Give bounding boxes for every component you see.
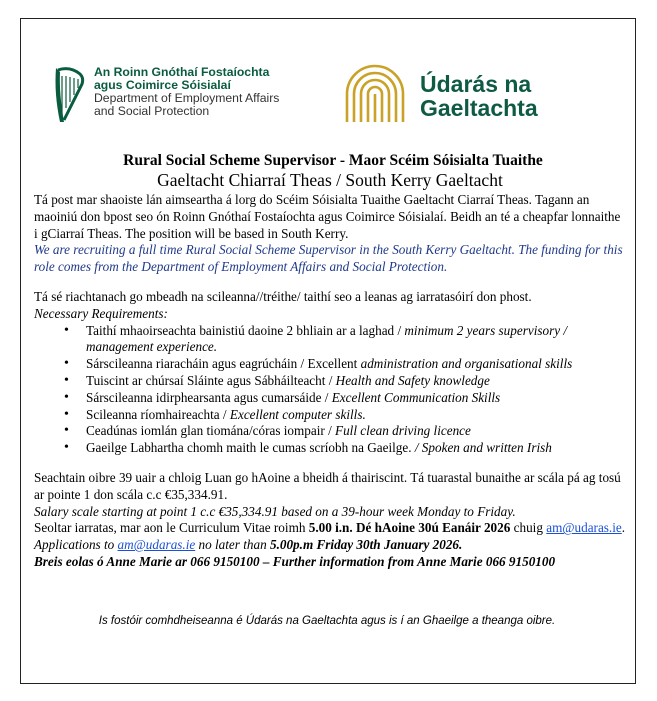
email-link-english[interactable]: am@udaras.ie <box>117 537 196 553</box>
dept-name-en-line2: and Social Protection <box>94 104 210 118</box>
intro-english: We are recruiting a full time Rural Social Scheme Supervisor in the South Kerry Gaeltacht. The funding for this role comes from the Department of Employment Affairs and Social Protection. <box>34 242 623 275</box>
requirements-list <box>34 323 626 457</box>
advert-body <box>34 152 626 571</box>
requirement-item: • Sárscileanna riaracháin agus eagrúcháin / Excellent administration and organisational skills <box>64 356 626 373</box>
udaras-logo-text <box>420 72 538 120</box>
intro-irish: Tá post mar shaoiste lán aimseartha á lorg do Scéim Sóisialta Tuaithe Gaeltacht Ciarraí Theas. Tagann an maoiniú don bpost seo ón Roinn Gnóthaí Fostaíochta agus Coimirce Sóisialaí. Beidh an té a cheapfar lonnaithe i gCiarraí Theas. The position will be based in South Kerry. <box>34 192 621 241</box>
salary-english: Salary scale starting at point 1 c.c €35,334.91 based on a 39-hour week Monday to Friday. <box>34 503 516 519</box>
email-link[interactable]: am@udaras.ie <box>546 520 622 536</box>
requirement-item: • Scileanna ríomhaireachta / Excellent computer skills. <box>64 407 626 424</box>
requirement-item: • Tuiscint ar chúrsaí Sláinte agus Sábháilteacht / Health and Safety knowledge <box>64 373 626 390</box>
requirement-item: • Ceadúnas iomlán glan tiomána/córas iompair / Full clean driving licence <box>64 423 626 440</box>
requirement-item: • Gaeilge Labhartha chomh maith le cumas scríobh na Gaeilge. / Spoken and written Irish <box>64 440 626 457</box>
requirements-intro-irish: Tá sé riachtanach go mbeadh na scileanna//tréithe/ taithí seo a leanas ag iarratasóirí don phost. <box>34 288 532 304</box>
udaras-knot-icon <box>339 60 411 132</box>
equal-opportunity-footer: Is fostóir comhdheiseanna é Údarás na Gaeltachta agus is í an Ghaeilge a theanga oibre. <box>98 615 556 627</box>
requirement-item: • Sárscileanna idirphearsanta agus cumarsáide / Excellent Communication Skills <box>64 390 626 407</box>
job-location: Gaeltacht Chiarraí Theas / South Kerry Gaeltacht <box>157 170 503 190</box>
further-info: Breis eolas ó Anne Marie ar 066 9150100 – Further information from Anne Marie 066 9150100 <box>34 553 556 569</box>
hours-irish: Seachtain oibre 39 uair a chloig Luan go hAoine a bheidh á thairiscint. Tá tuarastal bunaithe ar scála pá ag tosú ar pointe 1 don scála c.c €35,334.91. <box>34 469 621 502</box>
udaras-logo-line1: Údarás na <box>420 71 532 97</box>
apply-irish: Seoltar iarratas, mar aon le Curriculum Vitae roimh 5.00 i.n. Dé hAoine 30ú Eanáir 2026 chuig am@udaras.ie. Applications to am@udaras.ie no later than 5.00p.m Friday 30th January 2026. <box>34 520 626 553</box>
department-logo-text <box>94 66 279 118</box>
requirement-item: • Taithí mhaoirseachta bainistiú daoine 2 bhliain ar a laghad / minimum 2 years supervisory / management experience. <box>64 323 626 357</box>
job-title: Rural Social Scheme Supervisor - Maor Scéim Sóisialta Tuaithe <box>123 152 543 169</box>
dept-name-en-line1: Department of Employment Affairs <box>94 91 280 105</box>
udaras-logo-line2: Gaeltachta <box>420 95 538 121</box>
dept-name-ga-line1: An Roinn Gnóthaí Fostaíochta <box>94 65 270 79</box>
dept-name-ga-line2: agus Coimirce Sóisialaí <box>94 78 231 92</box>
requirements-intro-english: Necessary Requirements: <box>34 305 168 321</box>
harp-logo-icon <box>50 64 86 126</box>
